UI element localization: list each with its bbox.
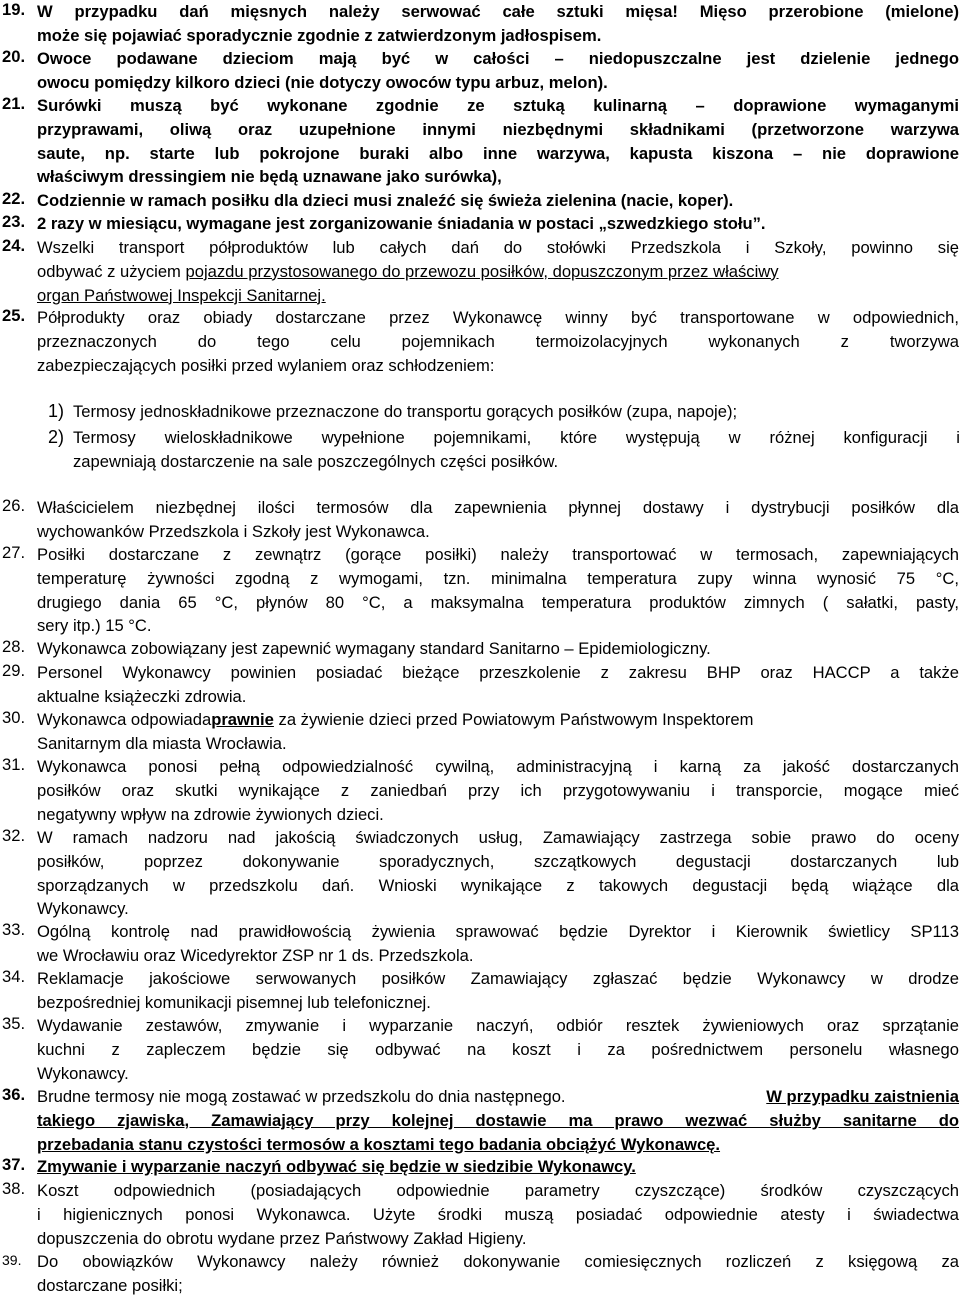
item-text-line: owocu pomiędzy kilkoro dzieci (nie dotyczy owoców typu arbuz, melon). (37, 72, 608, 92)
item-text-line: posiłków oraz skutki wynikające z zaniedbań przy ich przygotowywaniu i transporcie, mogące mieć (37, 780, 959, 800)
item-number: 39. (2, 1252, 22, 1268)
item-text-line: Do obowiązków Wykonawcy należy również dokonywanie comiesięcznych rozliczeń z księgową za (37, 1252, 959, 1271)
item-number: 30. (2, 708, 26, 727)
item-text-line: kuchni z zapleczem będzie się odbywać na koszt i za pośrednictwem personelu własnego (37, 1039, 959, 1059)
list-item-28 (0, 637, 960, 661)
item-text-line (37, 1085, 959, 1109)
item-number: 33. (2, 920, 26, 939)
item-text-line: aktualne książeczki zdrowia. (37, 686, 247, 706)
item-text-line: temperaturę żywności zgodną z wymogami, tzn. minimalna temperatura zupy winna wynosić 75 °C, (37, 568, 959, 588)
emphasized-text: przebadania stanu czystości termosów a kosztami tego badania obciążyć Wykonawcę. (37, 1134, 721, 1154)
item-text-line: i higienicznych ponosi Wykonawca. Użyte środki muszą posiadać odpowiednie atesty i świadectwa (37, 1204, 959, 1224)
item-text-line (37, 708, 959, 732)
item-number: 23. (2, 212, 26, 231)
list-item-32 (0, 826, 960, 921)
item-number: 21. (2, 94, 26, 113)
item-text-line: Personel Wykonawcy powinien posiadać bieżące przeszkolenie z zakresu BHP oraz HACCP a także (37, 663, 959, 682)
item-text-line: Owoce podawane dzieciom mają być w całości – niedopuszczalne jest dzielenie jednego (37, 49, 959, 68)
item-text-line: właściwym dressingiem nie będą uznawane jako surówka), (37, 167, 502, 187)
item-text-line: Wszelki transport półproduktów lub całych dań do stołówki Przedszkola i Szkoły, powinno się (37, 238, 959, 257)
item-text: za żywienie dzieci przed Powiatowym Państwowym Inspektorem (273, 710, 754, 729)
item-number: 25. (2, 306, 26, 325)
item-text-line: 2 razy w miesiącu, wymagane jest zorganizowanie śniadania w postaci „szwedzkiego stołu”. (37, 214, 766, 233)
sub-list-item-1 (0, 400, 960, 424)
item-text-line: W przypadku dań mięsnych należy serwować całe sztuki mięsa! Mięso przerobione (mielone) (37, 2, 959, 21)
item-text-line: wychowanków Przedszkola i Szkoły jest Wykonawca. (37, 521, 430, 541)
sub-item-text-line: Termosy wieloskładnikowe wypełnione pojemnikami, które występują w różnej konfiguracji i (73, 428, 960, 447)
item-number: 20. (2, 47, 26, 66)
item-text-line: Reklamacje jakościowe serwowanych posiłków Zamawiający zgłaszać będzie Wykonawcy w drodze (37, 969, 959, 988)
sub-item-text-line: Termosy jednoskładnikowe przeznaczone do transportu gorących posiłków (zupa, napoje); (73, 402, 738, 421)
list-item-21 (0, 94, 960, 189)
underlined-text: organ Państwowej Inspekcji Sanitarnej. (37, 285, 326, 305)
list-item-36 (0, 1085, 960, 1156)
item-number: 31. (2, 755, 26, 774)
item-number: 36. (2, 1085, 26, 1104)
item-number: 38. (2, 1179, 26, 1198)
emphasized-text: Zmywanie i wyparzanie naczyń odbywać się będzie w siedzibie Wykonawcy. (37, 1157, 636, 1176)
list-item-22 (0, 189, 960, 213)
sub-list-item-2 (0, 426, 960, 474)
item-text-line: negatywny wpływ na zdrowie żywionych dzieci. (37, 804, 384, 824)
item-text-line: Ogólną kontrolę nad prawidłowością żywienia sprawować będzie Dyrektor i Kierownik świetlicy SP113 (37, 922, 959, 941)
item-text-line: Koszt odpowiednich (posiadających odpowiednie parametry czyszczące) środków czyszczących (37, 1181, 959, 1200)
item-text-line: we Wrocławiu oraz Wicedyrektor ZSP nr 1 ds. Przedszkola. (37, 945, 474, 965)
item-text-line: Właścicielem niezbędnej ilości termosów dla zapewnienia płynnej dostawy i dystrybucji posiłków dla (37, 498, 959, 517)
item-text-line: dopuszczenia do obrotu wydane przez Państwowy Zakład Higieny. (37, 1228, 527, 1248)
item-text-line: sporządzanych w przedszkolu dań. Wnioski wynikające z takowych degustacji będą wiążące dla (37, 875, 959, 895)
item-text-line: może się pojawiać sporadycznie zgodnie z zatwierdzonym jadłospisem. (37, 25, 602, 45)
list-item-30 (0, 708, 960, 756)
item-text-line: bezpośredniej komunikacji pisemnej lub telefonicznej. (37, 992, 431, 1012)
item-number: 32. (2, 826, 26, 845)
item-number: 28. (2, 637, 26, 656)
list-item-24 (0, 236, 960, 307)
list-item-29 (0, 661, 960, 709)
item-number: 35. (2, 1014, 26, 1033)
item-text-line: Wykonawca ponosi pełną odpowiedzialność cywilną, administracyjną i karną za jakość dostarczanych (37, 757, 959, 776)
item-number: 24. (2, 236, 26, 255)
item-number: 22. (2, 189, 26, 208)
item-text-line (37, 260, 959, 284)
emphasized-text: takiego zjawiska, Zamawiający przy kolejnej dostawie ma prawo wezwać służby sanitarne do (37, 1110, 959, 1130)
item-text-line: W ramach nadzoru nad jakością świadczonych usług, Zamawiający zastrzega sobie prawo do oceny (37, 828, 959, 847)
item-text-line: Codziennie w ramach posiłku dla dzieci musi znaleźć się świeża zielenina (nacie, koper). (37, 191, 734, 210)
item-text-line: Półprodukty oraz obiady dostarczane przez Wykonawcę winny być transportowane w odpowiednich, (37, 308, 959, 327)
item-number: 27. (2, 543, 26, 562)
list-item-23 (0, 212, 960, 236)
sub-item-number: 1) (48, 401, 65, 421)
list-item-25 (0, 306, 960, 377)
list-item-27 (0, 543, 960, 638)
item-text-line: Wydawanie zestawów, zmywanie i wyparzanie naczyń, odbiór resztek żywieniowych oraz sprzątanie (37, 1016, 959, 1035)
list-item-19 (0, 0, 960, 48)
item-number: 37. (2, 1155, 26, 1174)
list-item-20 (0, 47, 960, 95)
sub-item-text-line: zapewniają dostarczenie na sale poszczególnych części posiłków. (73, 451, 559, 471)
item-text-line: Posiłki dostarczane z zewnątrz (gorące posiłki) należy transportować w termosach, zapewniających (37, 545, 959, 564)
list-item-34 (0, 967, 960, 1015)
item-number: 34. (2, 967, 26, 986)
item-text-line: Wykonawcy. (37, 899, 129, 919)
item-text-line: dostarczane posiłki; (37, 1275, 183, 1295)
item-text-line: przyprawami, oliwą oraz uzupełnione innymi niezbędnymi składnikami (przetworzone warzywa (37, 119, 959, 139)
list-item-39 (0, 1250, 960, 1298)
item-text-line: sery itp.) 15 °C. (37, 616, 152, 636)
item-number: 19. (2, 0, 26, 19)
item-text-line: Sanitarnym dla miasta Wrocławia. (37, 733, 287, 753)
underlined-text: pojazdu przystosowanego do przewozu posiłków, dopuszczonym przez właściwy (185, 261, 779, 281)
item-text: odbywać z użyciem (37, 261, 186, 281)
item-number: 29. (2, 661, 26, 680)
item-text: Brudne termosy nie mogą zostawać w przedszkolu do dnia następnego. (37, 1087, 571, 1106)
list-item-31 (0, 755, 960, 826)
emphasized-text: W przypadku zaistnienia (766, 1087, 959, 1106)
item-text-line: drugiego dania 65 °C, płynów 80 °C, a maksymalna temperatura produktów zimnych ( sałatki, pasty, (37, 592, 959, 612)
list-item-33 (0, 920, 960, 968)
item-text: Wykonawca odpowiada (37, 710, 212, 729)
item-text-line: przeznaczonych do tego celu pojemnikach termoizolacyjnych wykonanych z tworzywa (37, 331, 959, 351)
item-text-line: saute, np. starte lub pokrojone buraki albo inne warzywa, kapusta kiszona – nie doprawione (37, 143, 959, 163)
item-number: 26. (2, 496, 26, 515)
item-text-line: Surówki muszą być wykonane zgodnie ze sztuką kulinarną – doprawione wymaganymi (37, 96, 959, 115)
sub-item-number: 2) (48, 427, 65, 447)
item-text-line: posiłków, poprzez dokonywanie sporadycznych, szczątkowych degustacji dostarczanych lub (37, 851, 959, 871)
list-item-38 (0, 1179, 960, 1250)
item-text-line: Wykonawca zobowiązany jest zapewnić wymagany standard Sanitarno – Epidemiologiczny. (37, 639, 711, 658)
item-text-line: Wykonawcy. (37, 1063, 129, 1083)
list-item-26 (0, 496, 960, 544)
item-text-line: zabezpieczających posiłki przed wylaniem oraz schłodzeniem: (37, 355, 495, 375)
list-item-35 (0, 1014, 960, 1085)
emphasized-word: prawnie (211, 710, 274, 729)
list-item-37 (0, 1155, 960, 1179)
